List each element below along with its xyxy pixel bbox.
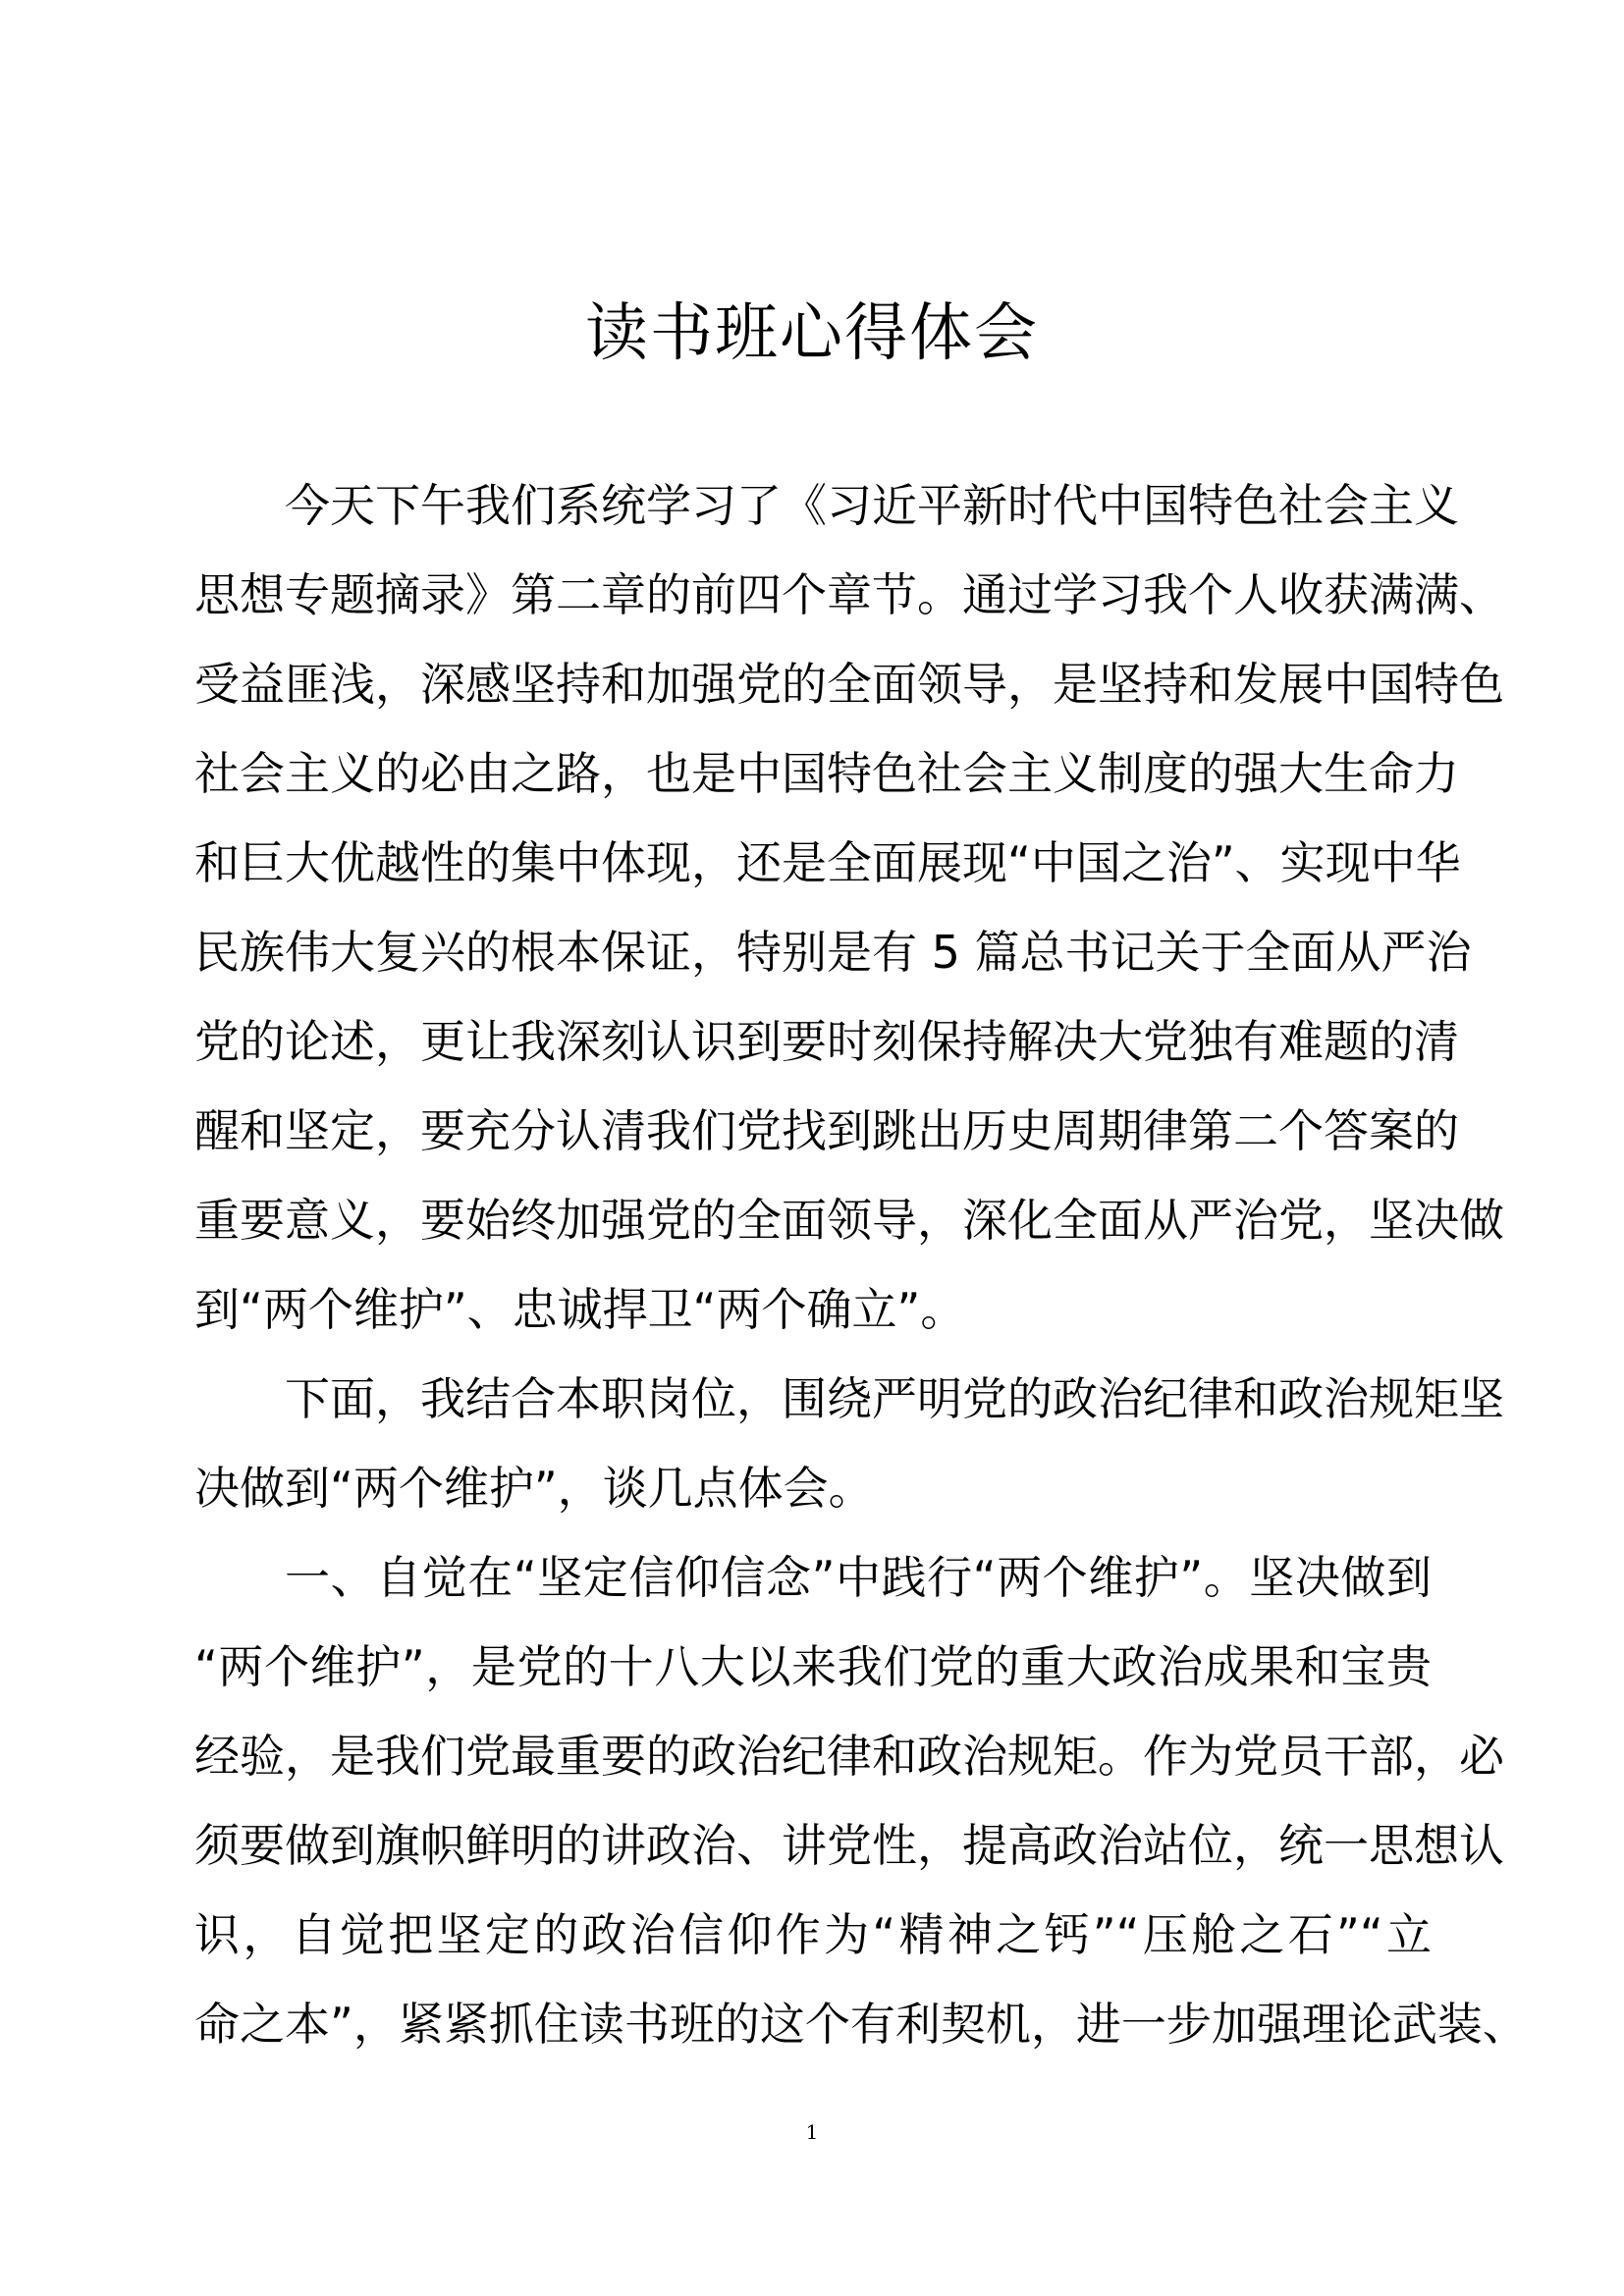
document-title: 读书班心得体会: [585, 297, 1039, 370]
text-line: 社会主义的必由之路，也是中国特色社会主义制度的强大生命力: [194, 747, 1459, 800]
text-line: 识，自觉把坚定的政治信仰作为“精神之钙”“压舱之石”“立: [194, 1908, 1432, 1961]
text-line: 下面，我结合本职岗位，围绕严明党的政治纪律和政治规矩坚: [285, 1372, 1504, 1425]
section-heading-line: 一、自觉在“坚定信仰信念”中践行“两个维护”。坚决做到: [285, 1551, 1432, 1604]
text-line: 重要意义，要始终加强党的全面领导，深化全面从严治党，坚决做: [194, 1194, 1504, 1247]
page-number: 1: [805, 2120, 819, 2144]
text-line: 和巨大优越性的集中体现，还是全面展现“中国之治”、实现中华: [194, 836, 1461, 889]
text-line: 受益匪浅，深感坚持和加强党的全面领导，是坚持和发展中国特色: [194, 658, 1504, 711]
text-line: “两个维护”，是党的十八大以来我们党的重大政治成果和宝贵: [194, 1640, 1432, 1693]
text-line: 民族伟大复兴的根本保证，特别是有 5 篇总书记关于全面从严治: [194, 926, 1472, 979]
text-line: 命之本”，紧紧抓住读书班的这个有利契机，进一步加强理论武装、: [194, 1998, 1528, 2051]
text-line: 醒和坚定，要充分认清我们党找到跳出历史周期律第二个答案的: [194, 1104, 1459, 1157]
text-line: 经验，是我们党最重要的政治纪律和政治规矩。作为党员干部，必: [194, 1730, 1504, 1783]
paragraph-intro: [194, 461, 1504, 1355]
text-line: 决做到“两个维护”，谈几点体会。: [194, 1462, 874, 1515]
text-line: 须要做到旗帜鲜明的讲政治、讲党性，提高政治站位，统一思想认: [194, 1819, 1504, 1872]
paragraph-section-one: [194, 1533, 1528, 2069]
text-line: 思想专题摘录》第二章的前四个章节。通过学习我个人收获满满、: [194, 568, 1504, 621]
paragraph-transition: [194, 1355, 1504, 1533]
text-line: 今天下午我们系统学习了《习近平新时代中国特色社会主义: [285, 479, 1459, 532]
document-body: [194, 461, 1528, 2069]
text-line: 到“两个维护”、忠诚捍卫“两个确立”。: [194, 1283, 966, 1336]
text-line: 党的论述，更让我深刻认识到要时刻保持解决大党独有难题的清: [194, 1015, 1459, 1068]
